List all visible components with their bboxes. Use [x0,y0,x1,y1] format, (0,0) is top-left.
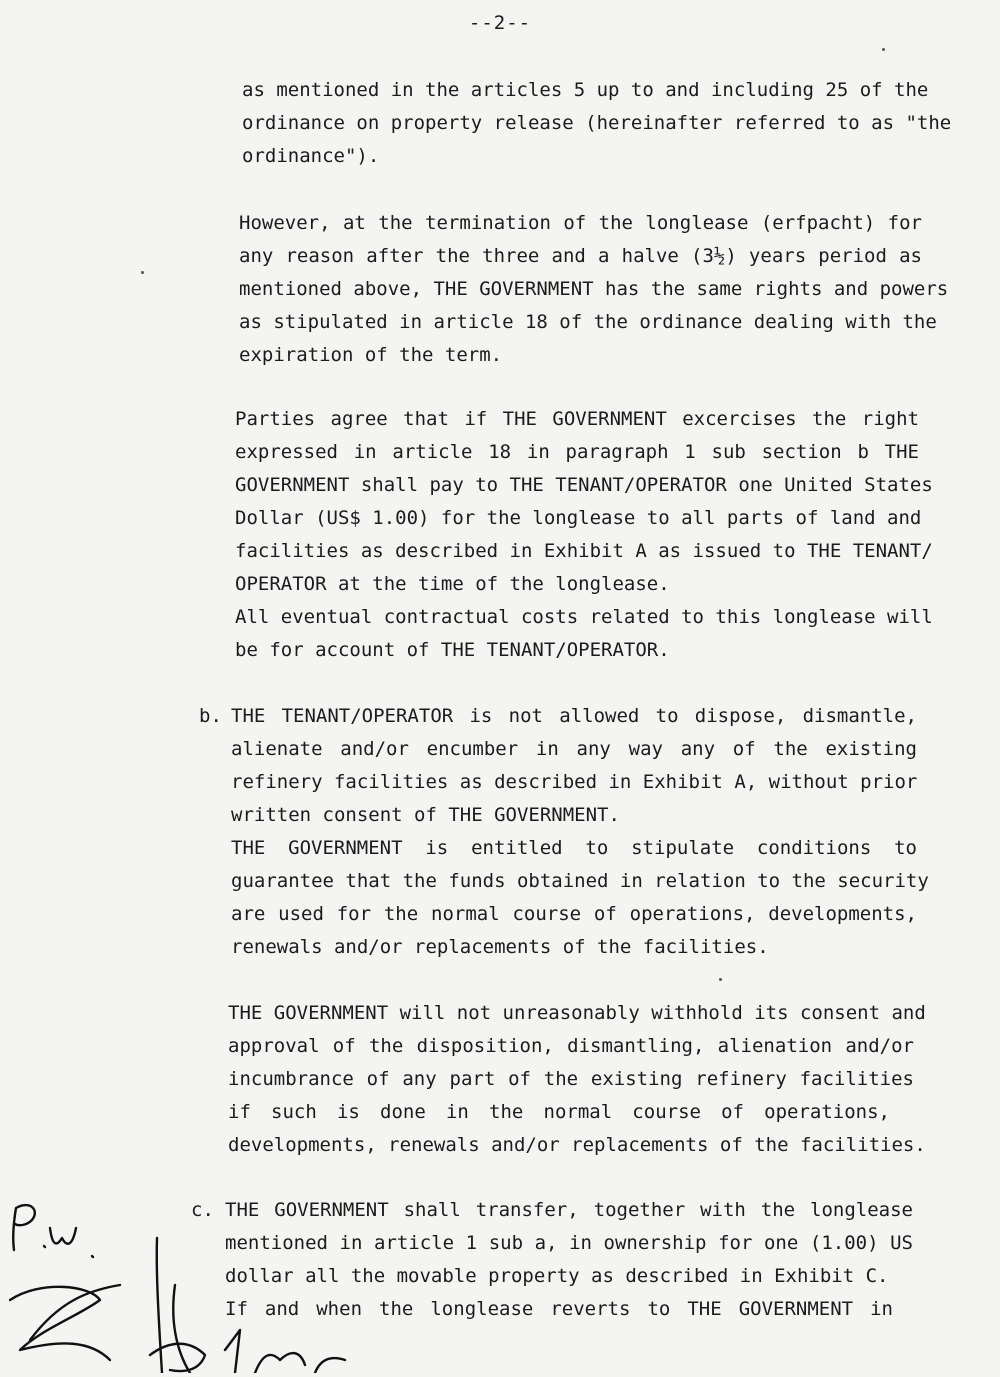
text-line: as stipulated in article 18 of the ordinance dealing with the [239,311,937,333]
item-label-b: b. [199,705,222,727]
paragraph-termination [239,207,949,372]
scan-speck [882,48,885,51]
handwritten-signature [0,1190,400,1373]
text-line: mentioned above, THE GOVERNMENT has the same rights and powers [239,278,949,300]
text-line: dollar all the movable property as described in Exhibit C. [225,1265,889,1287]
text-line: All eventual contractual costs related to this longlease will [235,606,933,628]
text-line: incumbrance of any part of the existing refinery facilities [228,1068,914,1090]
text-line: renewals and/or replacements of the facilities. [231,936,769,958]
paragraph-parties-agree [235,403,933,667]
text-line: expressed in article 18 in paragraph 1 sub section b THE [235,441,919,463]
text-line: written consent of THE GOVERNMENT. [231,804,620,826]
paragraph-property-release [242,74,952,173]
text-line: THE GOVERNMENT is entitled to stipulate conditions to [231,837,917,859]
paragraph-item-b [231,700,929,964]
text-line: Parties agree that if THE GOVERNMENT excercises the right [235,408,919,430]
text-line: any reason after the three and a halve (3½) years period as [239,245,922,267]
text-line: THE TENANT/OPERATOR is not allowed to dispose, dismantle, [231,705,917,727]
scan-speck [719,978,722,981]
text-line: be for account of THE TENANT/OPERATOR. [235,639,670,661]
text-line: THE GOVERNMENT will not unreasonably withhold its consent and [228,1002,926,1024]
text-line: expiration of the term. [239,344,503,366]
text-line: Dollar (US$ 1.00) for the longlease to all parts of land and [235,507,922,529]
text-line: OPERATOR at the time of the longlease. [235,573,670,595]
item-label-c: c. [191,1199,214,1221]
text-line: GOVERNMENT shall pay to THE TENANT/OPERATOR one United States [235,474,933,496]
text-line: approval of the disposition, dismantling, alienation and/or [228,1035,914,1057]
text-line: as mentioned in the articles 5 up to and including 25 of the [242,79,929,101]
text-line: if such is done in the normal course of operations, [228,1101,890,1123]
text-line: alienate and/or encumber in any way any of the existing [231,738,917,760]
scan-speck [141,271,144,274]
text-line: mentioned in article 1 sub a, in ownership for one (1.00) US [225,1232,913,1254]
text-line: are used for the normal course of operations, developments, [231,903,917,925]
text-line: facilities as described in Exhibit A as issued to THE TENANT/ [235,540,933,562]
signature-drawing [0,1190,400,1373]
text-line: ordinance on property release (hereinafter referred to as "the [242,112,952,134]
paragraph-consent [228,997,926,1162]
text-line: guarantee that the funds obtained in relation to the security [231,870,929,892]
text-line: ordinance"). [242,145,380,167]
page-number: --2-- [468,12,532,34]
text-line: refinery facilities as described in Exhibit A, without prior [231,771,918,793]
text-line: However, at the termination of the longlease (erfpacht) for [239,212,922,234]
text-line: THE GOVERNMENT shall transfer, together with the longlease [225,1199,913,1221]
text-line: developments, renewals and/or replacements of the facilities. [228,1134,926,1156]
text-line: If and when the longlease reverts to THE GOVERNMENT in [225,1298,893,1320]
